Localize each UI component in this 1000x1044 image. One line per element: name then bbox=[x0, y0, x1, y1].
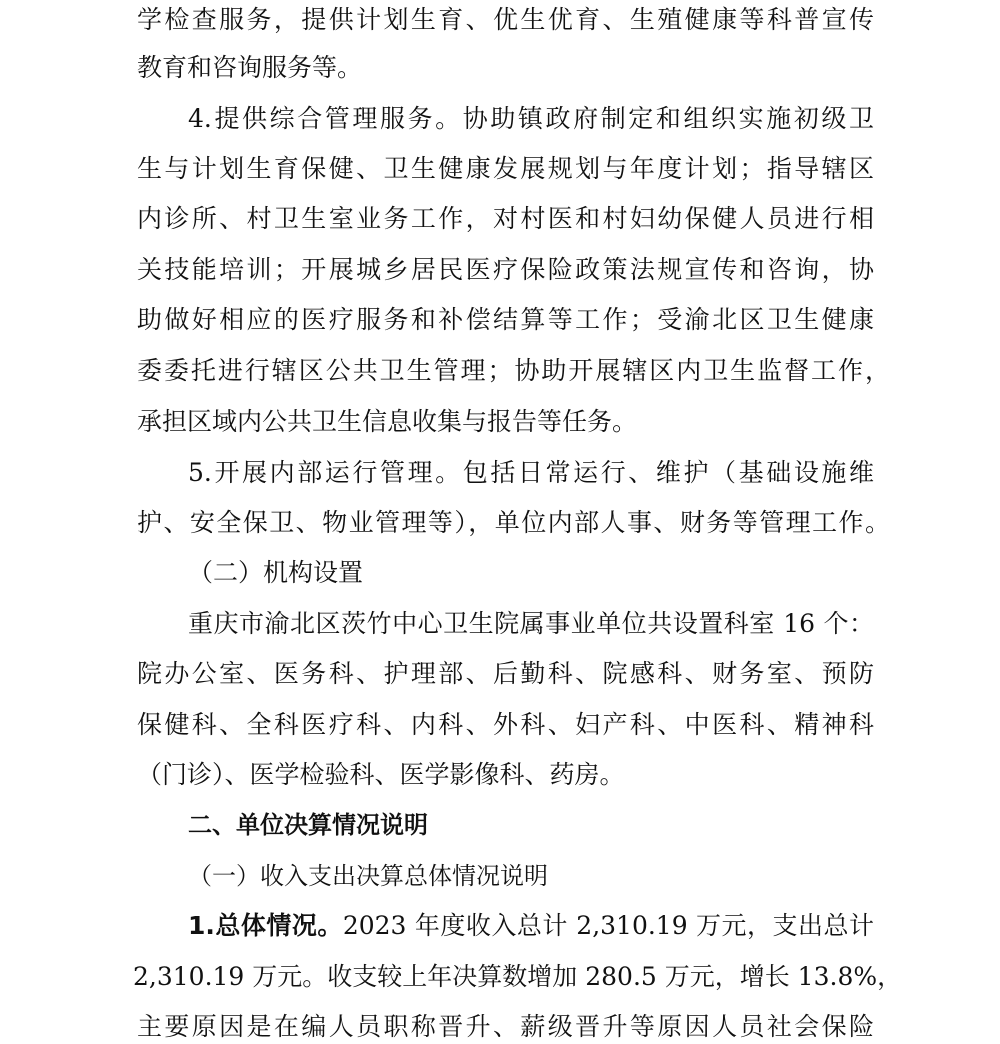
overall-line-2: 2,310.19 万元。收支较上年决算数增加 280.5 万元，增长 13.8%， bbox=[133, 962, 903, 991]
org-line-4: （门诊）、医学检验科、医学影像科、药房。 bbox=[137, 760, 625, 789]
item5-line-2: 护、安全保卫、物业管理等），单位内部人事、财务等管理工作。 bbox=[137, 508, 890, 537]
org-line-2: 院办公室、医务科、护理部、后勤科、院感科、财务室、预防 bbox=[137, 659, 874, 688]
intro-line-1: 学检查服务，提供计划生育、优生优育、生殖健康等科普宣传 bbox=[137, 5, 874, 34]
item4-line-1: 4.提供综合管理服务。协助镇政府制定和组织实施初级卫 bbox=[188, 104, 874, 133]
org-line-1: 重庆市渝北区茨竹中心卫生院属事业单位共设置科室 16 个： bbox=[188, 609, 874, 638]
org-heading: （二）机构设置 bbox=[188, 558, 364, 587]
overall-lead: 1.总体情况。 bbox=[188, 911, 343, 940]
item4-line-3: 内诊所、村卫生室业务工作，对村医和村妇幼保健人员进行相 bbox=[137, 204, 874, 233]
item5-line-1: 5.开展内部运行管理。包括日常运行、维护（基础设施维 bbox=[188, 458, 874, 487]
overall-line-3: 主要原因是在编人员职称晋升、薪级晋升等原因人员社会保险 bbox=[137, 1012, 874, 1041]
item4-line-7: 承担区域内公共卫生信息收集与报告等任务。 bbox=[137, 407, 638, 436]
overall-line-1-rest: 2023 年度收入总计 2,310.19 万元，支出总计 bbox=[342, 911, 874, 940]
item4-line-6: 委委托进行辖区公共卫生管理；协助开展辖区内卫生监督工作， bbox=[137, 356, 890, 385]
intro-line-2: 教育和咨询服务等。 bbox=[137, 53, 363, 82]
section-heading: 二、单位决算情况说明 bbox=[188, 811, 428, 839]
item4-line-5: 助做好相应的医疗服务和补偿结算等工作；受渝北区卫生健康 bbox=[137, 305, 874, 334]
org-line-3: 保健科、全科医疗科、内科、外科、妇产科、中医科、精神科 bbox=[137, 710, 874, 739]
item4-line-2: 生与计划生育保健、卫生健康发展规划与年度计划；指导辖区 bbox=[137, 154, 874, 183]
overall-line-1 bbox=[188, 909, 874, 943]
subsection-heading: （一）收入支出决算总体情况说明 bbox=[188, 862, 548, 890]
item4-line-4: 关技能培训；开展城乡居民医疗保险政策法规宣传和咨询，协 bbox=[137, 255, 874, 284]
